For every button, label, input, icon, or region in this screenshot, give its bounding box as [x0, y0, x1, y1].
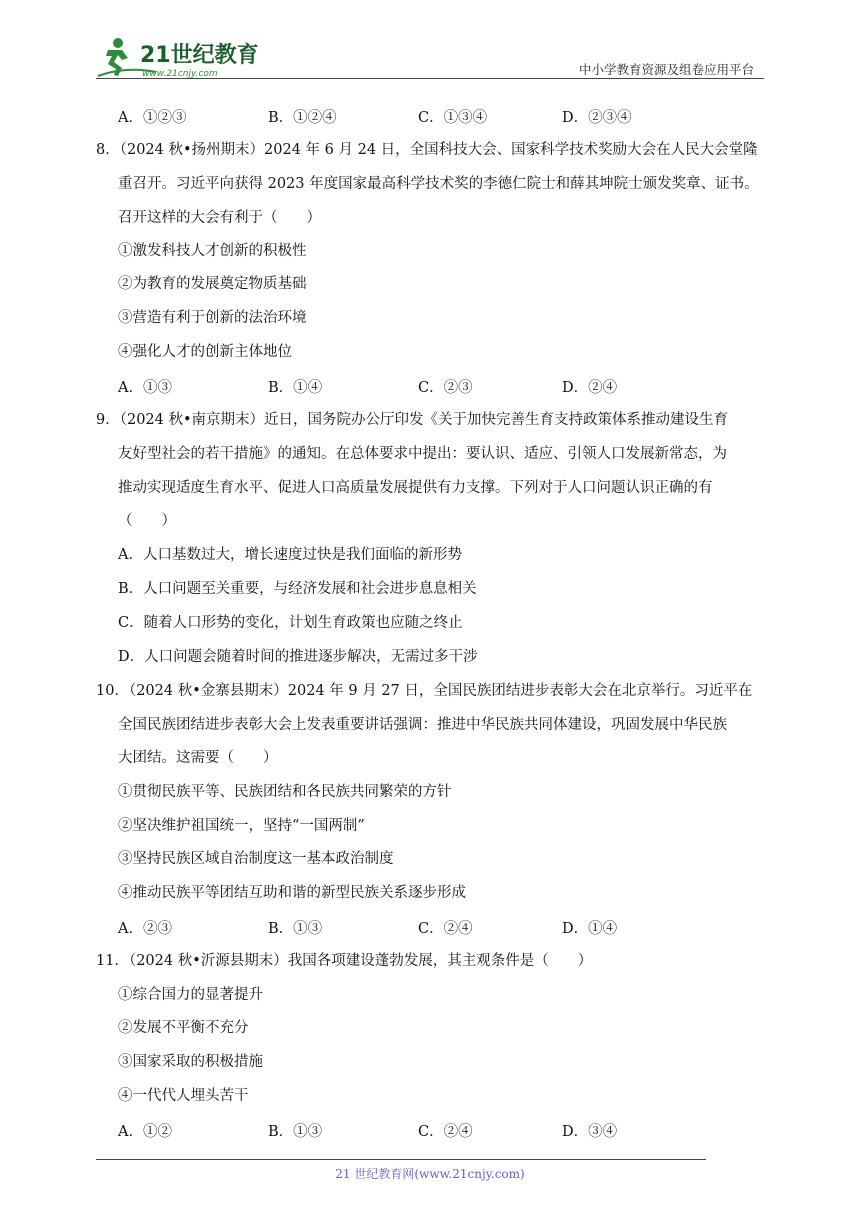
q11-option-b: B．①③ [268, 1124, 323, 1140]
q8-option-c: C．②③ [418, 380, 473, 396]
site-logo [96, 36, 266, 80]
q8-stem-line: 8．（2024 秋•扬州期末）2024 年 6 月 24 日，全国科技大会、国家科学技术奖励大会在人民大会堂隆 [96, 142, 758, 158]
platform-name: 中小学教育资源及组卷应用平台 [578, 62, 754, 77]
q10-item: ②坚决维护祖国统一，坚持“一国两制” [118, 818, 365, 834]
q11-option-c: C．②④ [418, 1124, 473, 1140]
q11-item: ②发展不平衡不充分 [118, 1020, 249, 1036]
q7-option-a: A．①②③ [118, 110, 187, 126]
q10-option-b: B．①③ [268, 921, 323, 937]
q7-option-b: B．①②④ [268, 110, 337, 126]
q8-option-b: B．①④ [268, 380, 323, 396]
footer-divider [96, 1159, 706, 1160]
q10-item: ①贯彻民族平等、民族团结和各民族共同繁荣的方针 [118, 784, 452, 800]
q8-stem-line: 召开这样的大会有利于（ ） [118, 210, 321, 226]
page-header [0, 0, 860, 84]
q9-choice-b: B．人口问题至关重要，与经济发展和社会进步息息相关 [118, 581, 477, 597]
footer-text: 21 世纪教育网(www.21cnjy.com) [335, 1167, 525, 1181]
q9-stem-line: 9．（2024 秋•南京期末）近日，国务院办公厅印发《关于加快完善生育支持政策体系推动建设生育 [96, 412, 729, 428]
q9-stem-line: （ ） [118, 513, 176, 529]
q8-item: ①激发科技人才创新的积极性 [118, 243, 307, 259]
q7-option-d: D．②③④ [562, 110, 632, 126]
header-divider [96, 78, 764, 79]
q9-choice-d: D．人口问题会随着时间的推进逐步解决，无需过多干涉 [118, 649, 478, 665]
q8-item: ③营造有利于创新的法治环境 [118, 310, 307, 326]
q8-option-d: D．②④ [562, 380, 618, 396]
svg-text:www.21cnjy.com: www.21cnjy.com [142, 69, 218, 79]
q10-stem-line: 全国民族团结进步表彰大会上发表重要讲话强调：推进中华民族共同体建设，巩固发展中华民族 [118, 717, 727, 733]
q9-choice-a: A．人口基数过大，增长速度过快是我们面临的新形势 [118, 547, 462, 563]
q10-item: ③坚持民族区域自治制度这一基本政治制度 [118, 851, 394, 867]
q8-item: ②为教育的发展奠定物质基础 [118, 276, 307, 292]
q10-option-a: A．②③ [118, 921, 172, 937]
q10-option-d: D．①④ [562, 921, 618, 937]
q8-item: ④强化人才的创新主体地位 [118, 344, 292, 360]
q11-stem-line: 11．（2024 秋•沂源县期末）我国各项建设蓬勃发展，其主观条件是（ ） [96, 953, 593, 969]
q8-option-a: A．①③ [118, 380, 172, 396]
q11-option-d: D．③④ [562, 1124, 618, 1140]
q11-item: ③国家采取的积极措施 [118, 1054, 263, 1070]
q11-item: ①综合国力的显著提升 [118, 987, 263, 1003]
q9-stem-line: 友好型社会的若干措施》的通知。在总体要求中提出：要认识、适应、引领人口发展新常态，为 [118, 446, 727, 462]
q10-stem-line: 大团结。这需要（ ） [118, 750, 278, 766]
q9-stem-line: 推动实现适度生育水平、促进人口高质量发展提供有力支撑。下列对于人口问题认识正确的有 [118, 480, 713, 496]
q9-choice-c: C．随着人口形势的变化，计划生育政策也应随之终止 [118, 615, 463, 631]
q10-option-c: C．②④ [418, 921, 473, 937]
q11-option-a: A．①② [118, 1124, 172, 1140]
svg-text:21世纪教育: 21世纪教育 [140, 43, 259, 68]
q8-stem-line: 重召开。习近平向获得 2023 年度国家最高科学技术奖的李德仁院士和薛其坤院士颁发奖章、证书。 [118, 176, 759, 192]
q11-item: ④一代代人埋头苦干 [118, 1088, 249, 1104]
q10-item: ④推动民族平等团结互助和谐的新型民族关系逐步形成 [118, 885, 466, 901]
q7-option-c: C．①③④ [418, 110, 488, 126]
q10-stem-line: 10．（2024 秋•金寨县期末）2024 年 9 月 27 日，全国民族团结进步表彰大会在北京举行。习近平在 [96, 683, 753, 699]
